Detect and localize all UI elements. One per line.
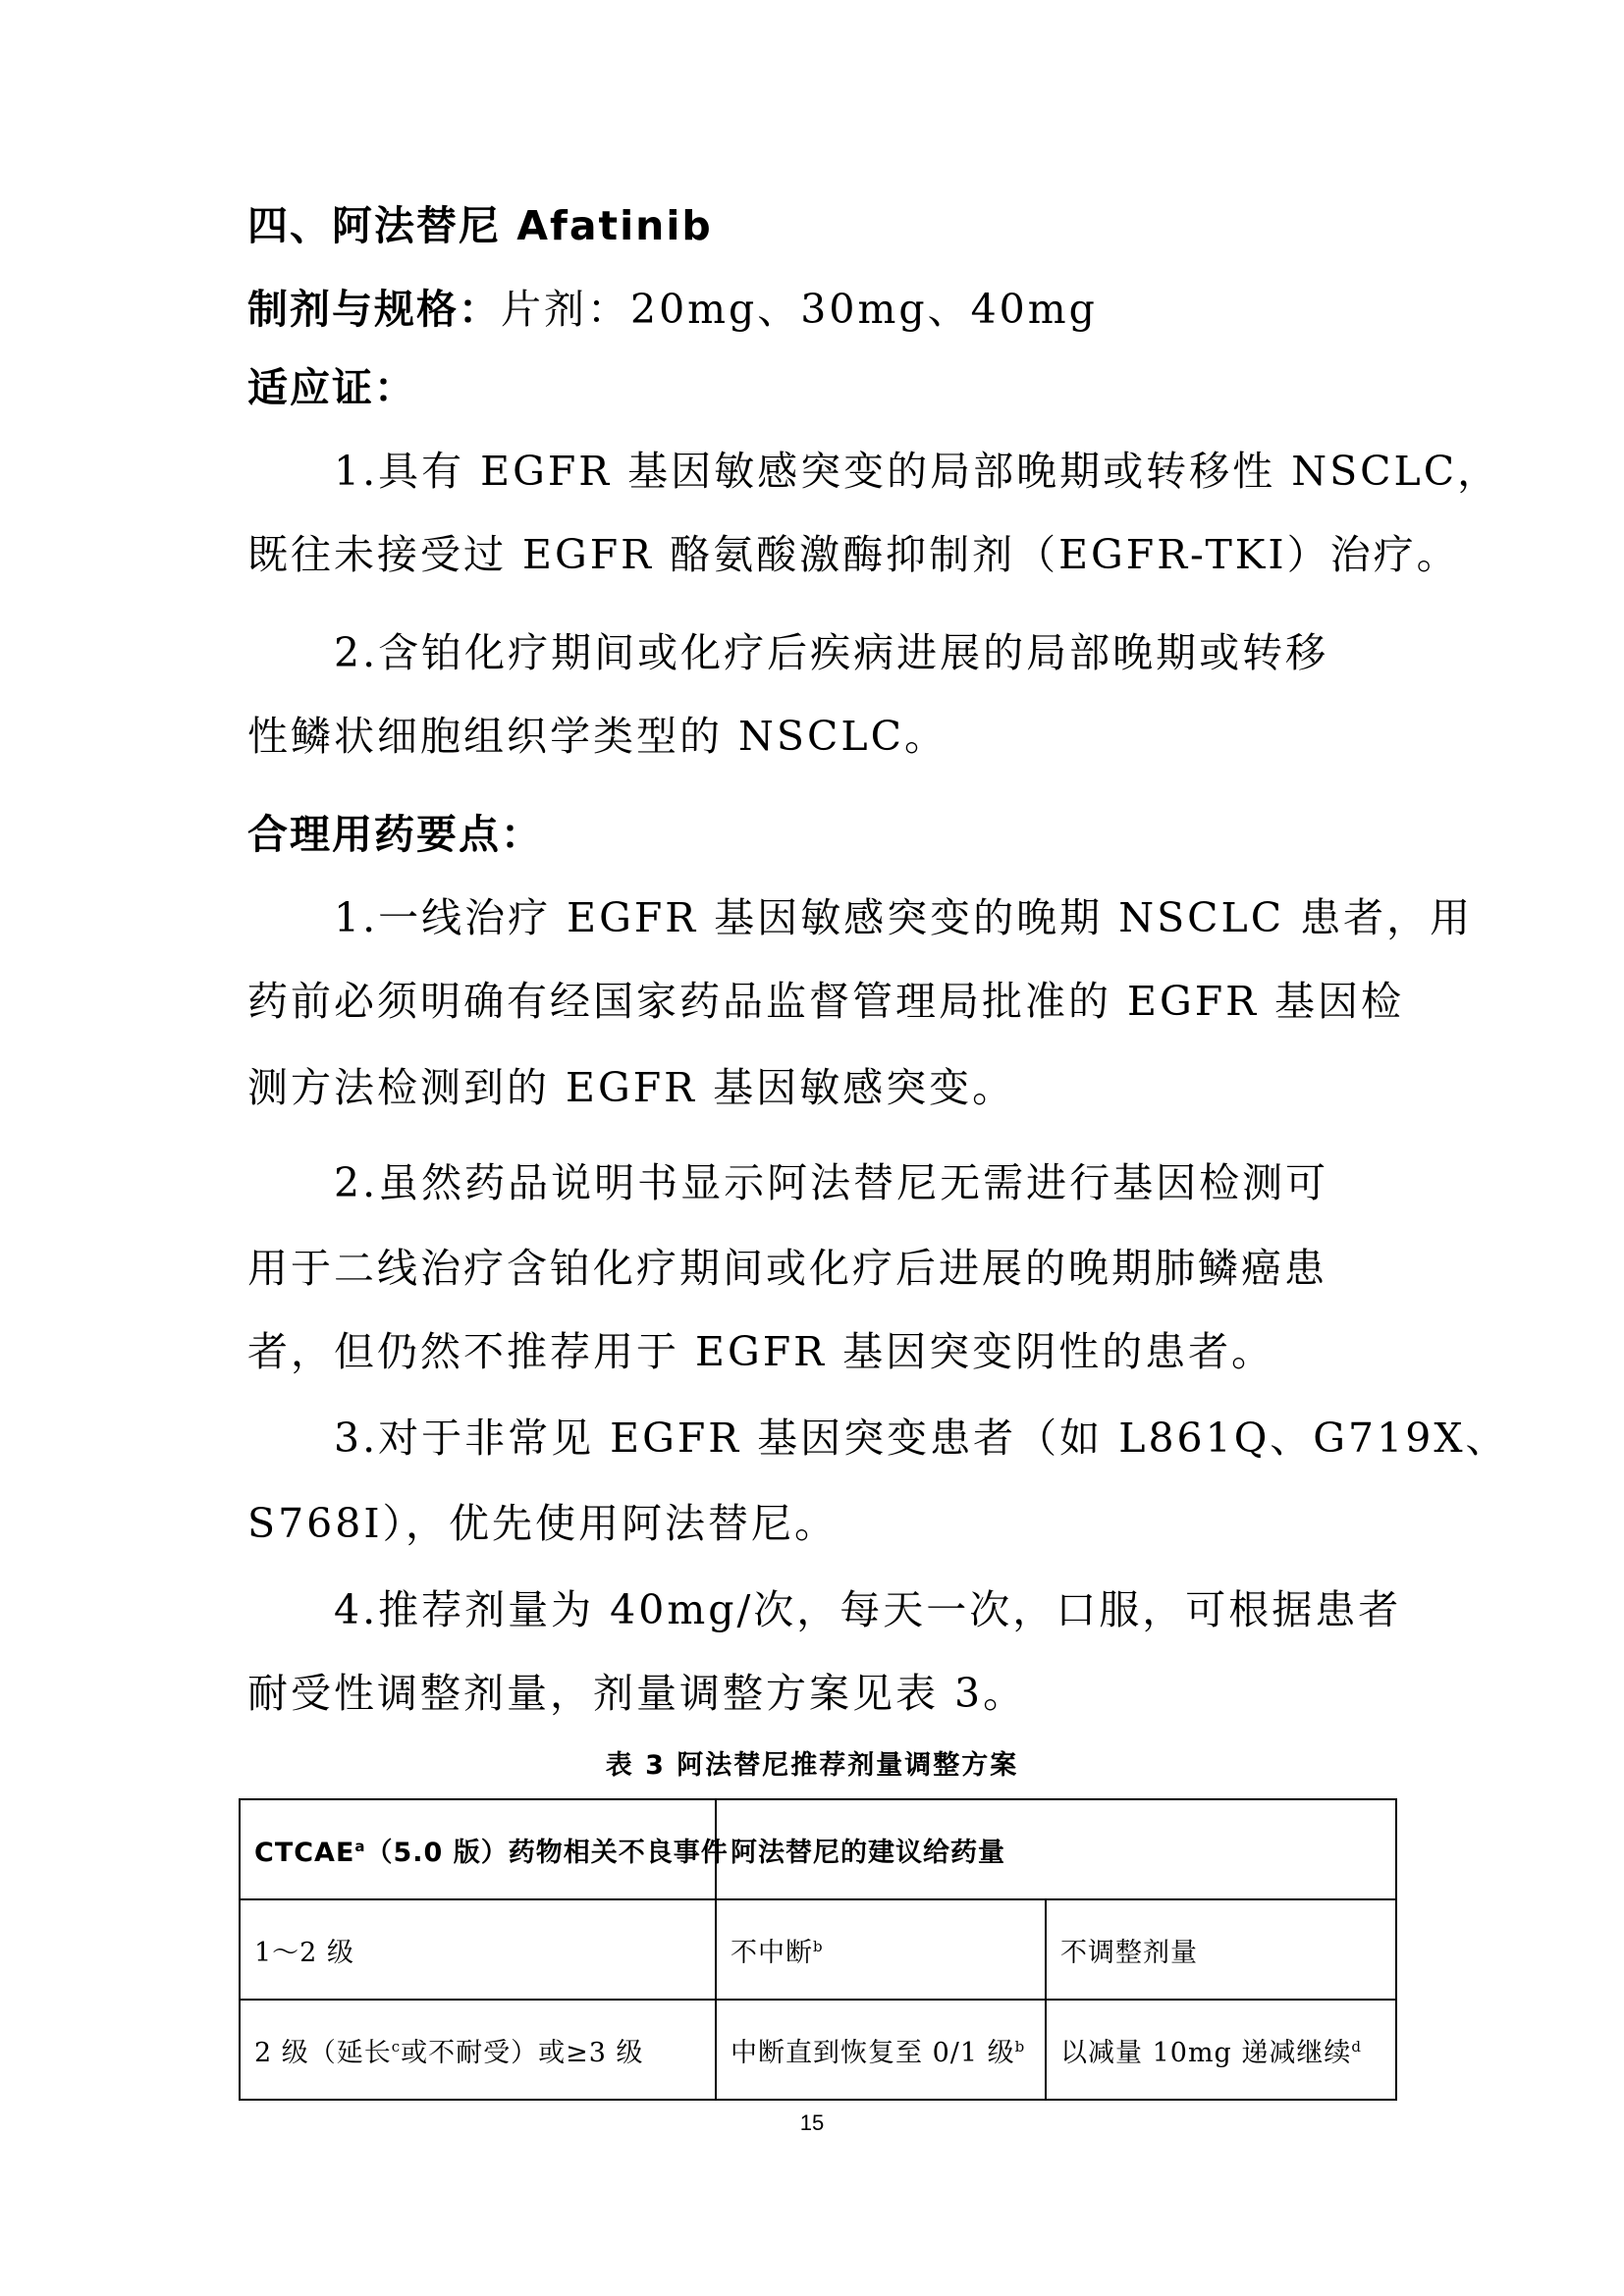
formulation-label: 制剂与规格： [247, 286, 501, 333]
dose-cell: 不调整剂量 [1046, 1899, 1396, 2000]
key-point-2-line-1: 2.虽然药品说明书显示阿法替尼无需进行基因检测可 [334, 1159, 1329, 1206]
table-caption: 表 3 阿法替尼推荐剂量调整方案 [605, 1750, 1019, 1781]
key-point-1-line-3: 测方法检测到的 EGFR 基因敏感突变。 [247, 1064, 1016, 1111]
key-point-2-line-2: 用于二线治疗含铂化疗期间或化疗后进展的晚期肺鳞癌患 [247, 1245, 1327, 1292]
dose-adjustment-table [239, 1798, 1397, 2101]
key-point-3-line-1: 3.对于非常见 EGFR 基因突变患者（如 L861Q、G719X、 [334, 1415, 1509, 1462]
indication-1-line-2: 既往未接受过 EGFR 酪氨酸激酶抑制剂（EGFR-TKI）治疗。 [247, 531, 1460, 578]
formulation-value: 片剂：20mg、30mg、40mg [501, 286, 1098, 333]
key-point-2-line-3: 者，但仍然不推荐用于 EGFR 基因突变阴性的患者。 [247, 1328, 1275, 1375]
header-adverse-event: CTCAE$^a$（5.0 版）药物相关不良事件 [240, 1799, 716, 1899]
page-number: 15 [799, 2110, 825, 2135]
indication-2-line-1: 2.含铂化疗期间或化疗后疾病进展的局部晚期或转移 [334, 629, 1329, 676]
event-cell: 1～2 级 [240, 1899, 716, 2000]
dose-cell: 以减量 10mg 递减继续$^d$ [1046, 2000, 1396, 2100]
section-heading: 四、阿法替尼 Afatinib [247, 202, 713, 249]
key-point-4-line-1: 4.推荐剂量为 40mg/次，每天一次，口服，可根据患者 [334, 1586, 1402, 1633]
indication-1-line-1: 1.具有 EGFR 基因敏感突变的局部晚期或转移性 NSCLC， [334, 448, 1501, 495]
indication-2-line-2: 性鳞状细胞组织学类型的 NSCLC。 [247, 713, 947, 760]
key-point-1-line-2: 药前必须明确有经国家药品监督管理局批准的 EGFR 基因检 [247, 978, 1405, 1025]
indications-label: 适应证： [247, 364, 416, 411]
event-cell: 2 级（延长$^c$或不耐受）或≥3 级 [240, 2000, 716, 2100]
table-row [240, 2000, 1396, 2100]
table-row [240, 1899, 1396, 2000]
action-cell: 不中断$^b$ [716, 1899, 1046, 2000]
key-point-3-line-2: S768I），优先使用阿法替尼。 [247, 1500, 839, 1547]
key-points-label: 合理用药要点： [247, 811, 543, 858]
header-recommended-dose: 阿法替尼的建议给药量 [716, 1799, 1396, 1899]
key-point-1-line-1: 1.一线治疗 EGFR 基因敏感突变的晚期 NSCLC 患者，用 [334, 894, 1474, 941]
action-cell: 中断直到恢复至 0/1 级$^b$ [716, 2000, 1046, 2100]
table-header-row [240, 1799, 1396, 1899]
formulation-line [247, 285, 1386, 334]
key-point-4-line-2: 耐受性调整剂量，剂量调整方案见表 3。 [247, 1670, 1027, 1717]
